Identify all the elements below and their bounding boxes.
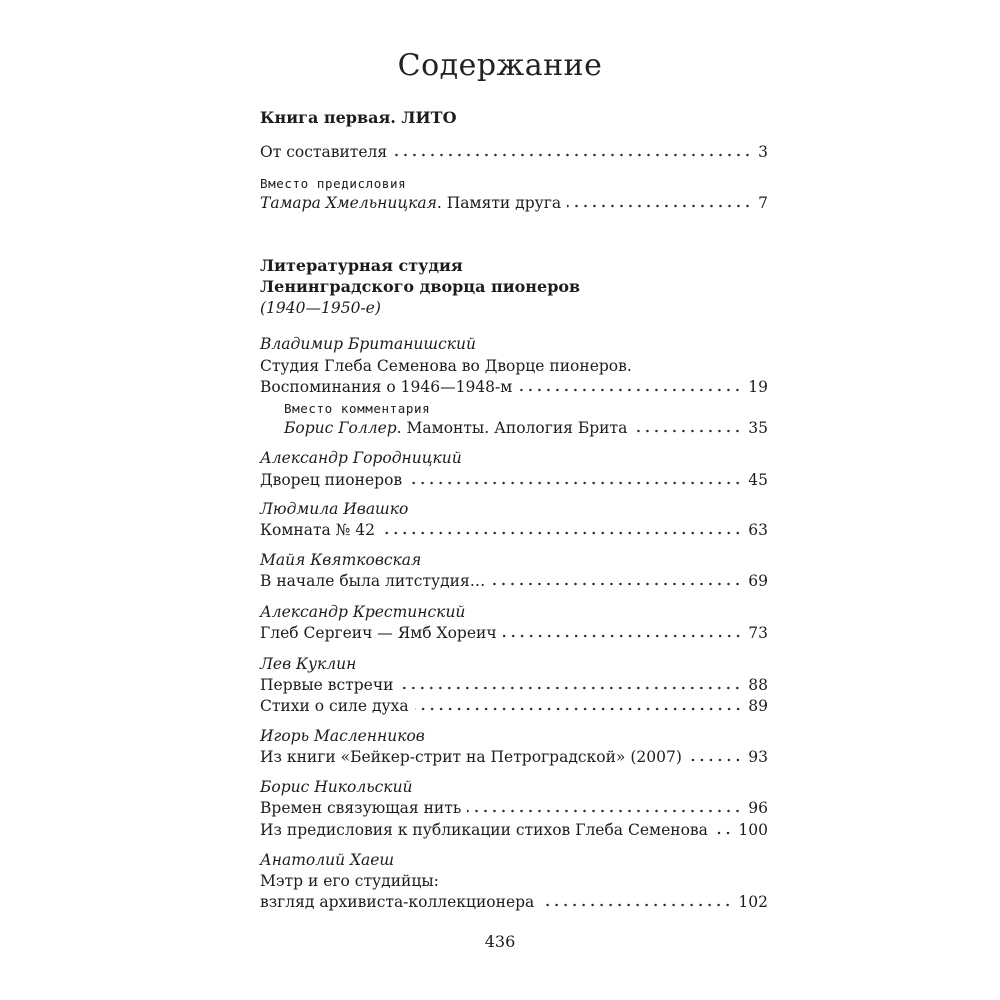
entry-page: 45 xyxy=(748,471,768,489)
dot-leader xyxy=(491,582,742,586)
dot-leader xyxy=(381,531,742,535)
entry-title: Глеб Сергеич — Ямб Хореич xyxy=(260,624,497,642)
entry-page: 73 xyxy=(748,624,768,642)
toc-entry xyxy=(260,377,768,397)
entry-page: 88 xyxy=(748,676,768,694)
entry-author: Борис Голлер xyxy=(284,419,397,437)
author-name: Владимир Британишский xyxy=(260,335,477,353)
section-heading-line: Ленинградского дворца пионеров xyxy=(260,277,581,296)
toc-entry xyxy=(260,470,768,490)
toc-entry xyxy=(260,696,768,716)
toc-entry xyxy=(260,798,768,818)
entry-title: . Памяти друга xyxy=(436,194,562,212)
author-name: Игорь Масленников xyxy=(260,727,425,745)
entry-page: 63 xyxy=(748,521,768,539)
entry-title-line: Мэтр и его студийцы: xyxy=(260,872,439,890)
section-heading-line: Литературная студия xyxy=(260,256,463,275)
toc-entry xyxy=(260,571,768,591)
entry-page: 7 xyxy=(758,194,768,212)
dot-leader xyxy=(633,429,742,433)
toc-entry xyxy=(260,520,768,540)
entry-title: Стихи о силе духа xyxy=(260,697,409,715)
section-years: (1940—1950-е) xyxy=(260,299,381,317)
entry-title: Времен связующая нить xyxy=(260,799,462,817)
entry-title: Из предисловия к публикации стихов Глеба Семенова xyxy=(260,821,708,839)
author-name: Лев Куклин xyxy=(260,655,357,673)
dot-leader xyxy=(415,707,743,711)
toc-entry xyxy=(260,747,768,767)
toc-entry xyxy=(260,623,768,643)
entry-page: 93 xyxy=(748,748,768,766)
entry-title: Дворец пионеров xyxy=(260,471,403,489)
author-name: Майя Квятковская xyxy=(260,551,422,569)
author-name: Анатолий Хаеш xyxy=(260,851,395,869)
entry-title: Из книги «Бейкер-стрит на Петроградской» (2007) xyxy=(260,748,682,766)
dot-leader xyxy=(503,634,743,638)
page-title: Содержание xyxy=(397,48,603,83)
entry-page: 96 xyxy=(748,799,768,817)
toc-entry xyxy=(260,142,768,162)
book-heading: Книга первая. ЛИТО xyxy=(260,108,457,127)
toc-entry xyxy=(260,820,768,840)
entry-page: 102 xyxy=(738,893,768,911)
entry-title: . Мамонты. Апология Брита xyxy=(396,419,628,437)
dot-leader xyxy=(688,758,742,762)
dot-leader xyxy=(540,903,732,907)
toc-entry xyxy=(260,892,768,912)
dot-leader xyxy=(467,809,742,813)
entry-title: Первые встречи xyxy=(260,676,394,694)
author-name: Александр Крестинский xyxy=(260,603,466,621)
dot-leader xyxy=(408,481,742,485)
entry-title: взгляд архивиста-коллекционера xyxy=(260,893,535,911)
page-number: 436 xyxy=(484,932,516,951)
entry-page: 35 xyxy=(748,419,768,437)
dot-leader xyxy=(518,388,742,392)
entry-page: 89 xyxy=(748,697,768,715)
entry-title: Комната № 42 xyxy=(260,521,376,539)
entry-title: Воспоминания о 1946—1948-м xyxy=(260,378,513,396)
dot-leader xyxy=(567,204,752,208)
dot-leader xyxy=(714,831,733,835)
entry-author: Тамара Хмельницкая xyxy=(260,194,437,212)
author-name: Борис Никольский xyxy=(260,778,413,796)
dot-leader xyxy=(393,153,752,157)
toc-entry xyxy=(260,675,768,695)
entry-page: 19 xyxy=(748,378,768,396)
author-name: Людмила Ивашко xyxy=(260,500,409,518)
entry-title: В начале была литстудия… xyxy=(260,572,486,590)
author-name: Александр Городницкий xyxy=(260,449,462,467)
entry-page: 3 xyxy=(758,143,768,161)
dot-leader xyxy=(399,686,742,690)
commentary-note: Вместо комментария xyxy=(284,401,431,416)
toc-entry xyxy=(284,418,768,438)
entry-title: От составителя xyxy=(260,143,388,161)
entry-page: 69 xyxy=(748,572,768,590)
toc-entry xyxy=(260,193,768,213)
entry-page: 100 xyxy=(738,821,768,839)
entry-title-line: Студия Глеба Семенова во Дворце пионеров. xyxy=(260,357,632,375)
preface-note: Вместо предисловия xyxy=(260,176,407,191)
